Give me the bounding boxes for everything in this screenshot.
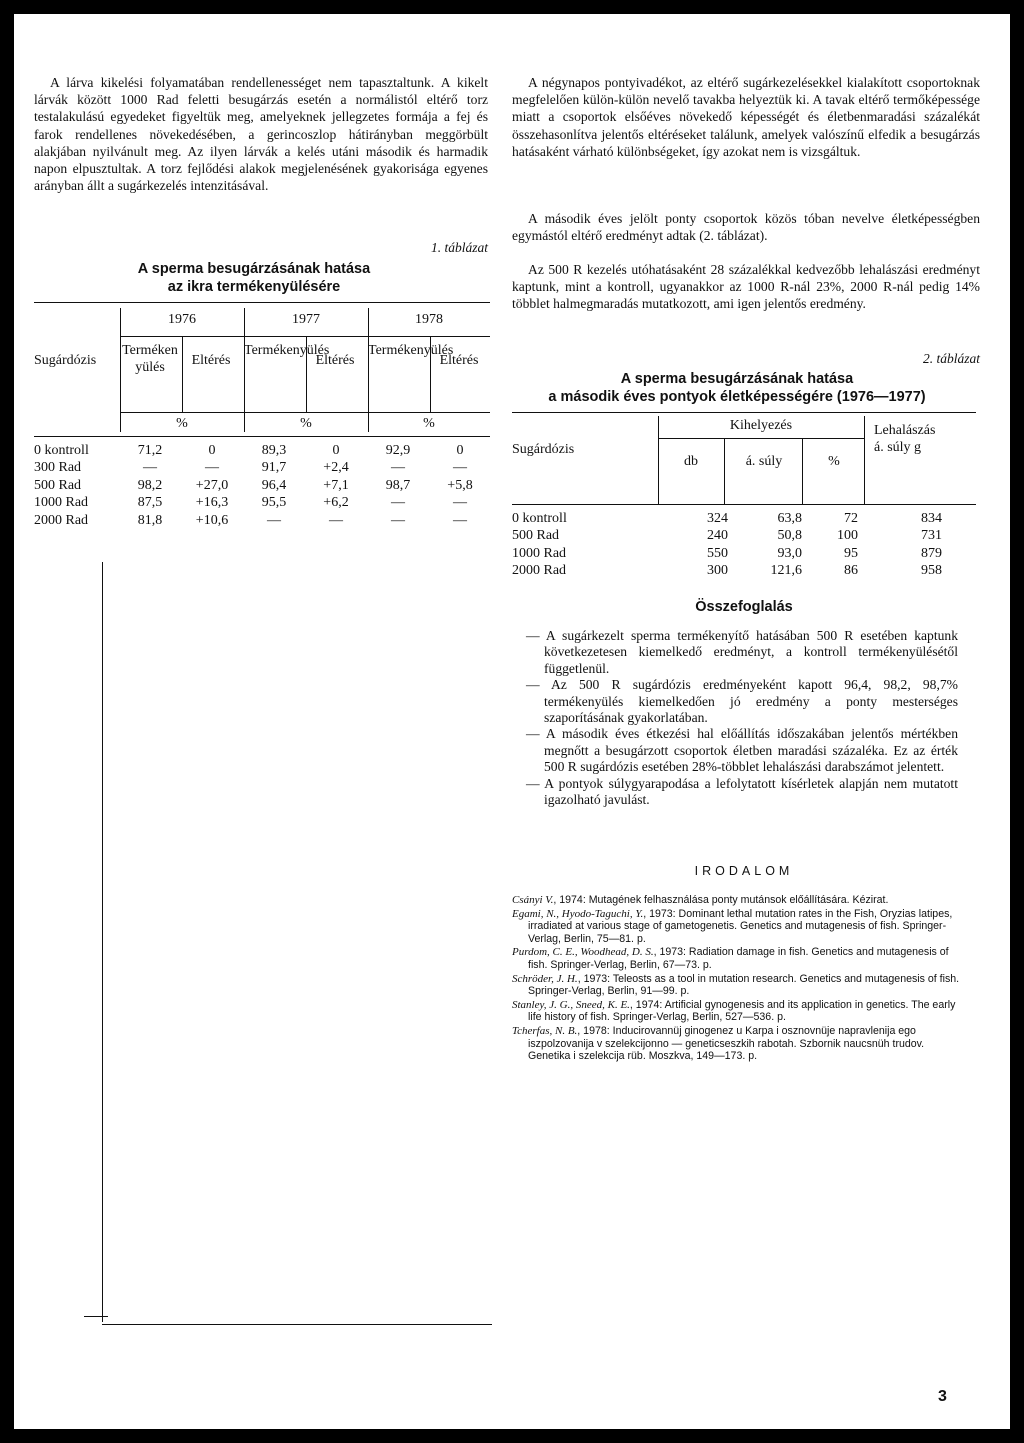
- summary-title: Összefoglalás: [695, 599, 793, 615]
- table2-title-line1: A sperma besugárzásának hatása: [620, 371, 854, 387]
- reference-author: Purdom, C. E., Woodhead, D. S.: [512, 946, 654, 959]
- table2-cell: 731: [921, 528, 942, 544]
- table2-label: 2. táblázat: [922, 351, 980, 366]
- reference-text: , 1978: Inducirovannüj ginogenez u Karpa i osznovnüje napravlenija ego iszpolzovanija v szelekcijonno — geneticseszkih rabotah. Szbornik naucsnüh trudov. Genetika i szelekcija rüb. Moszkva, 149—173. p.: [528, 1024, 925, 1063]
- summary-item: — A sugárkezelt sperma termékenyítő hatásában 500 R esetében kaptunk következetesen kiemelkedő eredményt, a kontroll termékenyülésétől függetlenül.: [526, 628, 958, 676]
- summary-item: — Az 500 R sugárdózis eredményeként kapott 96,4, 98,2, 98,7% termékenyülés kiemelkedően jó eredmény a ponty mesterséges szaporításának gyakorlatában.: [526, 677, 958, 726]
- table1-cell: —: [391, 495, 405, 511]
- reference-text: , 1973: Dominant lethal mutation rates in the Fish, Oryzias latipes, irradiated at various stage of gametogenetis. Genetics and mutagenesis of fish. Springer-Verlag, Berlin, 75—81. p.: [528, 907, 953, 945]
- page: [14, 14, 1010, 1429]
- table1-fert-1977: Termékenyülés: [244, 343, 330, 358]
- table1-cell: 0: [208, 443, 216, 458]
- reference-item: [512, 999, 966, 1024]
- table1-diff-1978: Eltérés: [439, 353, 479, 368]
- table1-cell: 87,5: [137, 495, 163, 511]
- reference-item: [512, 1025, 966, 1063]
- table1-cell: —: [143, 460, 157, 476]
- table2-weight-header: á. súly: [745, 454, 783, 469]
- table1-cell: +2,4: [323, 460, 349, 476]
- references-list: [512, 894, 966, 1064]
- table1-diff-1977: Eltérés: [315, 353, 355, 368]
- table2-catch-header: Lehalászás á. súly g: [874, 423, 936, 455]
- table2-cell: 95: [844, 545, 858, 561]
- table2-cell: 93,0: [777, 545, 802, 561]
- table1-cell: —: [391, 512, 405, 528]
- table1-unit-1978: %: [423, 416, 435, 431]
- table1-cell: 98,7: [385, 477, 411, 493]
- table2-cell: 500 Rad: [512, 528, 560, 544]
- table2-mid-rule: [512, 504, 976, 505]
- table1-row: [34, 477, 490, 494]
- table1-fert-1976: Termékenyülés: [122, 343, 178, 375]
- summary-item: — A pontyok súlygyarapodása a lefolytatott kísérletek alapján nem mutatott igazolható javulást.: [526, 775, 958, 808]
- table2-cell: 100: [837, 528, 858, 544]
- table2-cell: 63,8: [777, 511, 802, 526]
- table2-cell: 550: [707, 545, 728, 561]
- table1-cell: +16,3: [195, 495, 229, 511]
- table1-cell: 89,3: [261, 443, 287, 458]
- table1-body: [34, 442, 490, 529]
- table1-cell: +6,2: [323, 495, 349, 511]
- table1-cell: 1000 Rad: [34, 495, 89, 511]
- table2-cell: 1000 Rad: [512, 545, 567, 561]
- reference-text: , 1973: Radiation damage in fish. Genetics and mutagenesis of fish. Springer-Verlag, Berlin, 67—73. p.: [528, 946, 949, 971]
- table2-cell: 121,6: [770, 563, 802, 579]
- table1-cell: —: [205, 460, 219, 476]
- table1-top-rule: [34, 302, 490, 303]
- reference-author: Tcherfas, N. B.: [512, 1024, 578, 1037]
- table1-cell: —: [453, 512, 467, 528]
- table2-cell: 958: [921, 563, 942, 579]
- table1-unit-1977: %: [300, 416, 312, 431]
- reference-item: [512, 946, 966, 971]
- table1-row: [34, 494, 490, 511]
- table2-row: [512, 527, 976, 544]
- table2-group-header: Kihelyezés: [729, 418, 793, 433]
- table2-title-line2: a második éves pontyok életképességére (1976—1977): [548, 389, 926, 405]
- table1-cell: +27,0: [195, 477, 229, 493]
- table1-cell: 95,5: [261, 495, 287, 511]
- reference-item: [512, 973, 966, 998]
- table2-pct-header: %: [828, 454, 840, 469]
- table2-cell: 72: [844, 511, 858, 526]
- table1-cell: —: [329, 512, 343, 528]
- table1-cell: +5,8: [447, 477, 473, 493]
- table1-label: 1. táblázat: [430, 240, 488, 255]
- table1-cell: 98,2: [137, 477, 163, 493]
- table2-top-rule: [512, 412, 976, 413]
- table2-row: [512, 545, 976, 562]
- right-paragraph-2: A második éves jelölt ponty csoportok közös tóban nevelve életképességben egymástól eltérő eredményt adtak (2. táblázat).: [512, 211, 980, 244]
- right-paragraph-3: Az 500 R kezelés utóhatásaként 28 százalékkal kedvezőbb lehalászási eredményt kaptunk, mint a kontroll, ugyanakkor az 1000 R-nál 23%, 2000 R-nál pedig 14% többlet halmegmaradás mutatkozott, ami igen jelentős eredmény.: [512, 262, 980, 312]
- table2-cell: 0 kontroll: [512, 511, 567, 526]
- table1-cell: 92,9: [385, 443, 411, 458]
- table1-diff-1976: Eltérés: [191, 353, 231, 368]
- reference-item: [512, 908, 966, 946]
- table1-cell: 81,8: [137, 512, 163, 528]
- table2-cell: 324: [707, 511, 728, 526]
- table1-cell: 300 Rad: [34, 460, 82, 476]
- table1-cell: +10,6: [195, 512, 229, 528]
- table1-cell: 0 kontroll: [34, 443, 89, 458]
- reference-author: Stanley, J. G., Sneed, K. E.: [512, 998, 630, 1011]
- table2-db-header: db: [684, 454, 698, 469]
- table1-cell: —: [453, 495, 467, 511]
- table1-cell: 0: [456, 443, 464, 458]
- table2-row: [512, 510, 976, 527]
- table1-cell: 2000 Rad: [34, 512, 89, 528]
- reference-item: [512, 894, 966, 907]
- summary-item: — A második éves étkezési hal előállítás időszakában jelentős mértékben megnőtt a besugárzott csoportok életben maradási százaléka. Ez az érték 500 R sugárdózis esetében 28%-többlet lehalászási darabszámot jelentett.: [526, 726, 958, 775]
- reference-text: , 1974: Artificial gynogenesis and its application in genetics. The early life history of fish. Springer-Verlag, Berlin, 527—536. p.: [528, 998, 956, 1024]
- table1-title-line2: az ikra termékenyülésére: [167, 279, 341, 295]
- table1-row: [34, 459, 490, 476]
- table1-row: [34, 512, 490, 529]
- table1-title-line1: A sperma besugárzásának hatása: [137, 261, 371, 277]
- table2-cell: 834: [921, 511, 942, 526]
- table2-body: [512, 510, 976, 580]
- table1-unit-1976: %: [176, 416, 188, 431]
- reference-text: , 1973: Teleosts as a tool in mutation research. Genetics and mutagenesis of fish. Springer-Verlag, Berlin, 91—99. p.: [528, 972, 960, 998]
- table1-year-1978: 1978: [415, 312, 443, 327]
- table2-header: [512, 416, 976, 506]
- left-paragraph: A lárva kikelési folyamatában rendellenességet nem tapasztaltunk. A kikelt lárvák között 1000 Rad feletti besugárzás esetén a normálistól eltérő torz testalakulású egyedeket figyeltük meg, amelyeknek jellegzetes formája a fej és farok rendellenes növekedésében, a gerincoszlop hátirányban meggörbült alakjában nyilvánult meg. Az ilyen lárvák a kelés utáni második és harmadik napon elpusztultak. A torz fejlődési alakok megjelenésének gyakorisága egyenes arányban állt a sugárkezelés intenzitásával.: [34, 75, 488, 194]
- table1-title: [84, 260, 424, 296]
- column-rule: [102, 562, 103, 1322]
- table1-cell: +7,1: [323, 477, 349, 493]
- reference-author: Schröder, J. H.: [512, 972, 578, 985]
- table1-dose-header: Sugárdózis: [34, 353, 97, 368]
- summary-list: [526, 628, 958, 808]
- table1-cell: 96,4: [261, 477, 287, 493]
- table2-cell: 50,8: [777, 528, 802, 544]
- table1-year-1977: 1977: [292, 312, 320, 327]
- table2-title: [512, 370, 962, 406]
- right-paragraph-1: A négynapos pontyivadékot, az eltérő sugárkezelésekkel kialakított csoportoknak megfelelően külön-külön nevelő tavakba helyeztük ki. A tavak eltérő termőképessége miatt a csoportok elsőéves növekedő képességét és életbenmaradási százalékát összehasonlítva jelentős eltéréseket találunk, amelyek valószínű elfedik a besugárzás hatásaként várható különbségeket, így azokat nem is vizsgáltuk.: [512, 75, 980, 159]
- table2-dose-header: Sugárdózis: [512, 442, 575, 457]
- table1-cell: 91,7: [261, 460, 287, 476]
- table2-row: [512, 562, 976, 579]
- page-number: 3: [938, 1388, 947, 1405]
- reference-text: , 1974: Mutagének felhasználása ponty mutánsok előállítására. Kézirat.: [553, 894, 889, 906]
- table2-cell: 86: [844, 563, 858, 579]
- table1-cell: 0: [332, 443, 340, 458]
- table1-year-1976: 1976: [168, 312, 196, 327]
- bottom-tick: [84, 1316, 108, 1317]
- table2-cell: 240: [707, 528, 728, 544]
- table1-cell: —: [453, 460, 467, 476]
- table2-cell: 2000 Rad: [512, 563, 567, 579]
- table1-cell: —: [267, 512, 281, 528]
- table1-cell: 71,2: [137, 443, 163, 458]
- reference-author: Csányi V.: [512, 894, 554, 906]
- bottom-rule: [102, 1324, 492, 1325]
- references-title: IRODALOM: [694, 864, 794, 878]
- table1-cell: —: [391, 460, 405, 476]
- table1-fert-1978: Termékenyülés: [368, 343, 454, 358]
- reference-author: Egami, N., Hyodo-Taguchi, Y.: [512, 907, 644, 920]
- table1-cell: 500 Rad: [34, 477, 82, 493]
- table2-cell: 879: [921, 545, 942, 561]
- table2-cell: 300: [707, 563, 728, 579]
- table1-row: [34, 442, 490, 459]
